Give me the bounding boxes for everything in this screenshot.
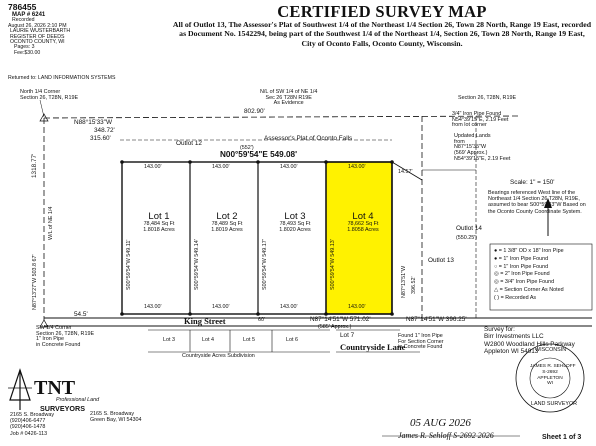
outlot14-dist: (550.25') xyxy=(456,235,478,241)
bearings-note: Bearings referenced West line of the Northeast 1/4 Section 26 T28N, R19E, assumed to bear S00°59'33"W Based on the Oconto County Coordinate System. xyxy=(488,190,586,215)
lot7-label: Lot 7 xyxy=(340,332,355,339)
company-address-1: 2165 S. Broadway xyxy=(90,411,135,417)
updated-lands-5: N54°39'15"E, 2.19 Feet xyxy=(454,155,511,162)
top-dist3: 802.90' xyxy=(244,108,265,115)
pipe-marker xyxy=(188,160,192,164)
lot-4-acres: 1.8058 Acres xyxy=(347,226,379,233)
pipe-marker xyxy=(256,160,260,164)
seal-bottom: LAND SURVEYOR xyxy=(531,401,578,407)
lot-3-sqft: 78,493 Sq Ft xyxy=(279,220,311,227)
outlot13-label: Outlot 13 xyxy=(428,257,454,264)
legend-symbol: ● xyxy=(494,255,498,262)
legend-symbol: ◎ xyxy=(494,279,499,286)
page-title: CERTIFIED SURVEY MAP xyxy=(277,2,487,21)
lot-4-sqft: 78,662 Sq Ft xyxy=(347,220,379,227)
ne-quarter-line1: N/L of SW 1/4 of NE 1/4 xyxy=(260,89,318,95)
pipe-marker xyxy=(256,312,260,316)
top-bearing: N88°15'33"W xyxy=(74,119,113,126)
legend-text: = Recorded As xyxy=(500,294,537,301)
legal-description: All of Outlot 13, The Assessor's Plat of Southwest 1/4 of the Northeast 1/4 Section 26, Town 28 North, Range 19 East, recorded as Document No. 1542294, being part of the Southwest 1/4 of the Northeast 1/4, Section 26, Town 28 North, Range 19 East, City of Oconto Falls, Oconto County, Wisconsin. xyxy=(172,20,592,48)
north-quarter-line1: North 1/4 Corner xyxy=(20,89,61,95)
left-dim: 54.5' xyxy=(74,311,88,318)
legend-text: = 1 3/8" OD x 18" Iron Pipe xyxy=(498,248,564,254)
iron-bottom-1: Found 1" Iron Pipe xyxy=(398,333,443,339)
seal-state: WI xyxy=(547,381,553,387)
king-street-label: King Street xyxy=(184,316,226,326)
bottom-right: N87°14'51"W 396.25' xyxy=(406,316,467,323)
right-dim: 14.57' xyxy=(398,169,413,175)
iron-bottom-3: in Concrete Found xyxy=(398,344,443,351)
lot-2-name: Lot 2 xyxy=(216,211,238,222)
legend-item xyxy=(494,271,564,279)
seal-name: JAMES R. SEHLOFF xyxy=(530,364,576,369)
n-paren: (552') xyxy=(240,145,254,151)
iron-found-bottom xyxy=(398,334,444,351)
legend-item xyxy=(494,264,564,272)
sw-corner-3: 1" Iron Pipe xyxy=(36,336,64,343)
company-contact-4: Job # 0426-113 xyxy=(10,430,48,437)
sw-corner-label xyxy=(36,326,94,349)
sub-lot-4: Lot 4 xyxy=(202,337,214,343)
right-bearing: N87°13'51"W xyxy=(401,265,407,298)
pipe-marker xyxy=(120,312,124,316)
outlot12-label: Outlot 12 xyxy=(176,140,202,147)
register-title: REGISTER OF DEEDS xyxy=(10,33,65,40)
lot3-width-top: 143.00' xyxy=(280,164,298,170)
sub-lot-5: Lot 5 xyxy=(243,337,255,343)
iron-ne-1: 3/4" Iron Pipe Found xyxy=(452,111,502,117)
company-logo xyxy=(34,378,75,399)
updated-lands xyxy=(454,134,510,162)
pipe-marker xyxy=(390,160,394,164)
lot1-width-top: 143.00' xyxy=(144,164,162,170)
lot-4-bearing: S00°59'54"W 549.13' xyxy=(330,239,336,290)
legend-item xyxy=(494,248,564,256)
company-contact-1: 2165 S. Broadway xyxy=(10,412,55,418)
survey-for-2: Birr Investments LLC xyxy=(484,333,544,341)
legend-item xyxy=(494,287,564,295)
top-dist1: 348.72' xyxy=(94,127,115,134)
scale-label: Scale: 1" = 150' xyxy=(510,179,555,186)
company-contacts xyxy=(10,412,54,437)
pipe-marker xyxy=(390,312,394,316)
lot4-width-bottom: 143.00' xyxy=(348,304,366,310)
company-sub1: Professional Land xyxy=(56,397,100,403)
survey-for-3: W2800 Woodland Hills Parkway xyxy=(484,340,575,348)
sub-lot-3: Lot 3 xyxy=(163,337,175,343)
legend-symbol: ◎ xyxy=(494,271,499,278)
legend-symbol: ( ) xyxy=(494,294,500,301)
lot-2 xyxy=(205,212,249,233)
lot-1 xyxy=(137,212,181,233)
top-dist2: 315.60' xyxy=(90,135,111,142)
company-contact-3: (920)406-1478 xyxy=(10,424,46,431)
outlot14-label: Outlot 14 xyxy=(456,225,482,232)
lot3-width-bottom: 143.00' xyxy=(280,304,298,310)
left-bearing: N87°13'27"W 503.8 67' xyxy=(32,254,38,310)
doc-number: 786455 xyxy=(8,2,37,12)
north-quarter-label xyxy=(20,90,78,101)
signature-date: 05 AUG 2026 xyxy=(410,417,471,429)
legend xyxy=(494,248,564,303)
iron-ne-3: from lot corner xyxy=(452,122,487,129)
e-quarter-label: Section 26, T28N, R19E xyxy=(458,95,517,101)
iron-ne-2: N54°39'15"E, 2.19 Feet xyxy=(452,116,509,123)
fee: Fee:$30.00 xyxy=(14,49,41,56)
signature: James R. Sehloff S-2692 2026 xyxy=(398,431,494,440)
legend-symbol: ● xyxy=(494,248,498,254)
tnt-logo-mark xyxy=(8,370,32,410)
legend-text: = Section Corner As Noted xyxy=(499,287,564,294)
updated-lands-4: (569' Approx.) xyxy=(454,150,488,157)
lot-2-sqft: 78,489 Sq Ft xyxy=(211,220,243,227)
iron-bottom-2: For Section Corner xyxy=(398,338,444,345)
legend-text: = 1" Iron Pipe Found xyxy=(498,263,549,270)
assessor-plat-label: Assessor's Plat of Oconto Falls xyxy=(264,135,353,142)
map-number: MAP # 6241 xyxy=(12,11,46,18)
seal-city: APPLETON xyxy=(537,375,563,381)
ne-quarter-line-label xyxy=(260,90,317,107)
recorded-label: Recorded xyxy=(12,17,35,24)
survey-for-1: Survey for: xyxy=(484,326,515,333)
bottom-approx: (585' Approx.) xyxy=(318,324,352,330)
lot-3 xyxy=(273,212,317,233)
lot-3-name: Lot 3 xyxy=(284,211,306,222)
seal-top: WISCONSIN xyxy=(535,347,567,353)
bottom-bearing: N87°14'51"W 571.02' xyxy=(310,316,371,323)
legend-symbol: ○ xyxy=(494,263,498,270)
company-name: TNT xyxy=(34,377,76,399)
countryside-lane-label: Countryside Lane xyxy=(340,342,406,352)
right-dist: 396.52' xyxy=(411,276,417,294)
subdivision-label: Countryside Acres Subdivision xyxy=(182,353,255,359)
returned-to: Returned to: LAND INFORMATION SYSTEMS xyxy=(8,75,116,81)
lot1-width-bottom: 143.00' xyxy=(144,304,162,310)
updated-lands-2: from xyxy=(454,138,465,145)
north-quarter-line2: Section 26, T28N, R19E xyxy=(20,94,79,101)
lot-1-acres: 1.8018 Acres xyxy=(143,226,175,233)
lot-4-name: Lot 4 xyxy=(352,211,374,222)
county: OCONTO COUNTY, WI xyxy=(10,39,65,46)
survey-for-4: Appleton WI 54913 xyxy=(484,348,539,356)
legend-item xyxy=(494,295,564,303)
lot-2-bearing: S00°59'54"W 549.14' xyxy=(194,239,200,290)
north-quarter-line xyxy=(44,116,520,118)
lot-1-name: Lot 1 xyxy=(148,211,170,222)
lot-4-highlight xyxy=(326,162,392,314)
legend-item xyxy=(494,256,564,264)
company-address xyxy=(90,412,141,423)
company-sub2: SURVEYORS xyxy=(40,404,86,413)
pages: Pages: 3 xyxy=(14,44,35,51)
ne-quarter-line2: Sec 26 T28N R19E xyxy=(265,94,312,101)
lot-4 xyxy=(341,212,385,233)
sub-lot-6: Lot 6 xyxy=(286,337,298,343)
lot-3-acres: 1.8020 Acres xyxy=(279,226,311,233)
lot-1-bearing: S00°59'54"W 549.11' xyxy=(126,239,132,290)
updated-lands-3: N87°15'35"W xyxy=(454,144,487,151)
seal-inner xyxy=(530,364,576,387)
pipe-marker xyxy=(324,160,328,164)
sw-corner-1: SW 1/4 Corner xyxy=(36,325,72,331)
legend-text: = 1" Iron Pipe Found xyxy=(498,255,549,262)
sw-corner-4: in Concrete Found xyxy=(36,342,81,349)
updated-lands-1: Updated Lands xyxy=(454,133,491,139)
street-width: 60' xyxy=(258,317,266,323)
legend-item xyxy=(494,279,564,287)
ne-quarter-line3: As Evidence xyxy=(273,100,304,107)
legend-text: = 2" Iron Pipe Found xyxy=(500,271,550,278)
legend-symbol: △ xyxy=(494,287,499,294)
left-line-dim: 1318.77' xyxy=(31,153,38,178)
seal-license: S-2692 xyxy=(542,369,558,375)
company-address-2: Green Bay, WI 54304 xyxy=(90,416,142,423)
lot4-width-top: 143.00' xyxy=(348,164,366,170)
lot-1-sqft: 78,484 Sq Ft xyxy=(143,220,175,227)
lot2-width-bottom: 143.00' xyxy=(212,304,230,310)
register-name: LAURIE WUSTERBARTH xyxy=(10,28,71,35)
sw-corner-2: Section 26, T28N, R19E xyxy=(36,330,95,337)
iron-found-ne xyxy=(452,112,508,129)
recorded-date: August 26, 2026 2:10 PM xyxy=(8,22,67,29)
company-contact-2: (920)406-6477 xyxy=(10,418,46,425)
sheet-number: Sheet 1 of 3 xyxy=(542,434,582,441)
left-label: W/L of NE 1/4 xyxy=(48,206,54,240)
legend-text: = 3/4" Iron Pipe Found xyxy=(500,279,555,286)
n-bearing: N00°59'54"E 549.08' xyxy=(220,150,298,159)
lot2-width-top: 143.00' xyxy=(212,164,230,170)
lot-2-acres: 1.8019 Acres xyxy=(211,226,243,233)
pipe-marker xyxy=(120,160,124,164)
lot-3-bearing: S00°59'54"W 549.17' xyxy=(262,239,268,290)
